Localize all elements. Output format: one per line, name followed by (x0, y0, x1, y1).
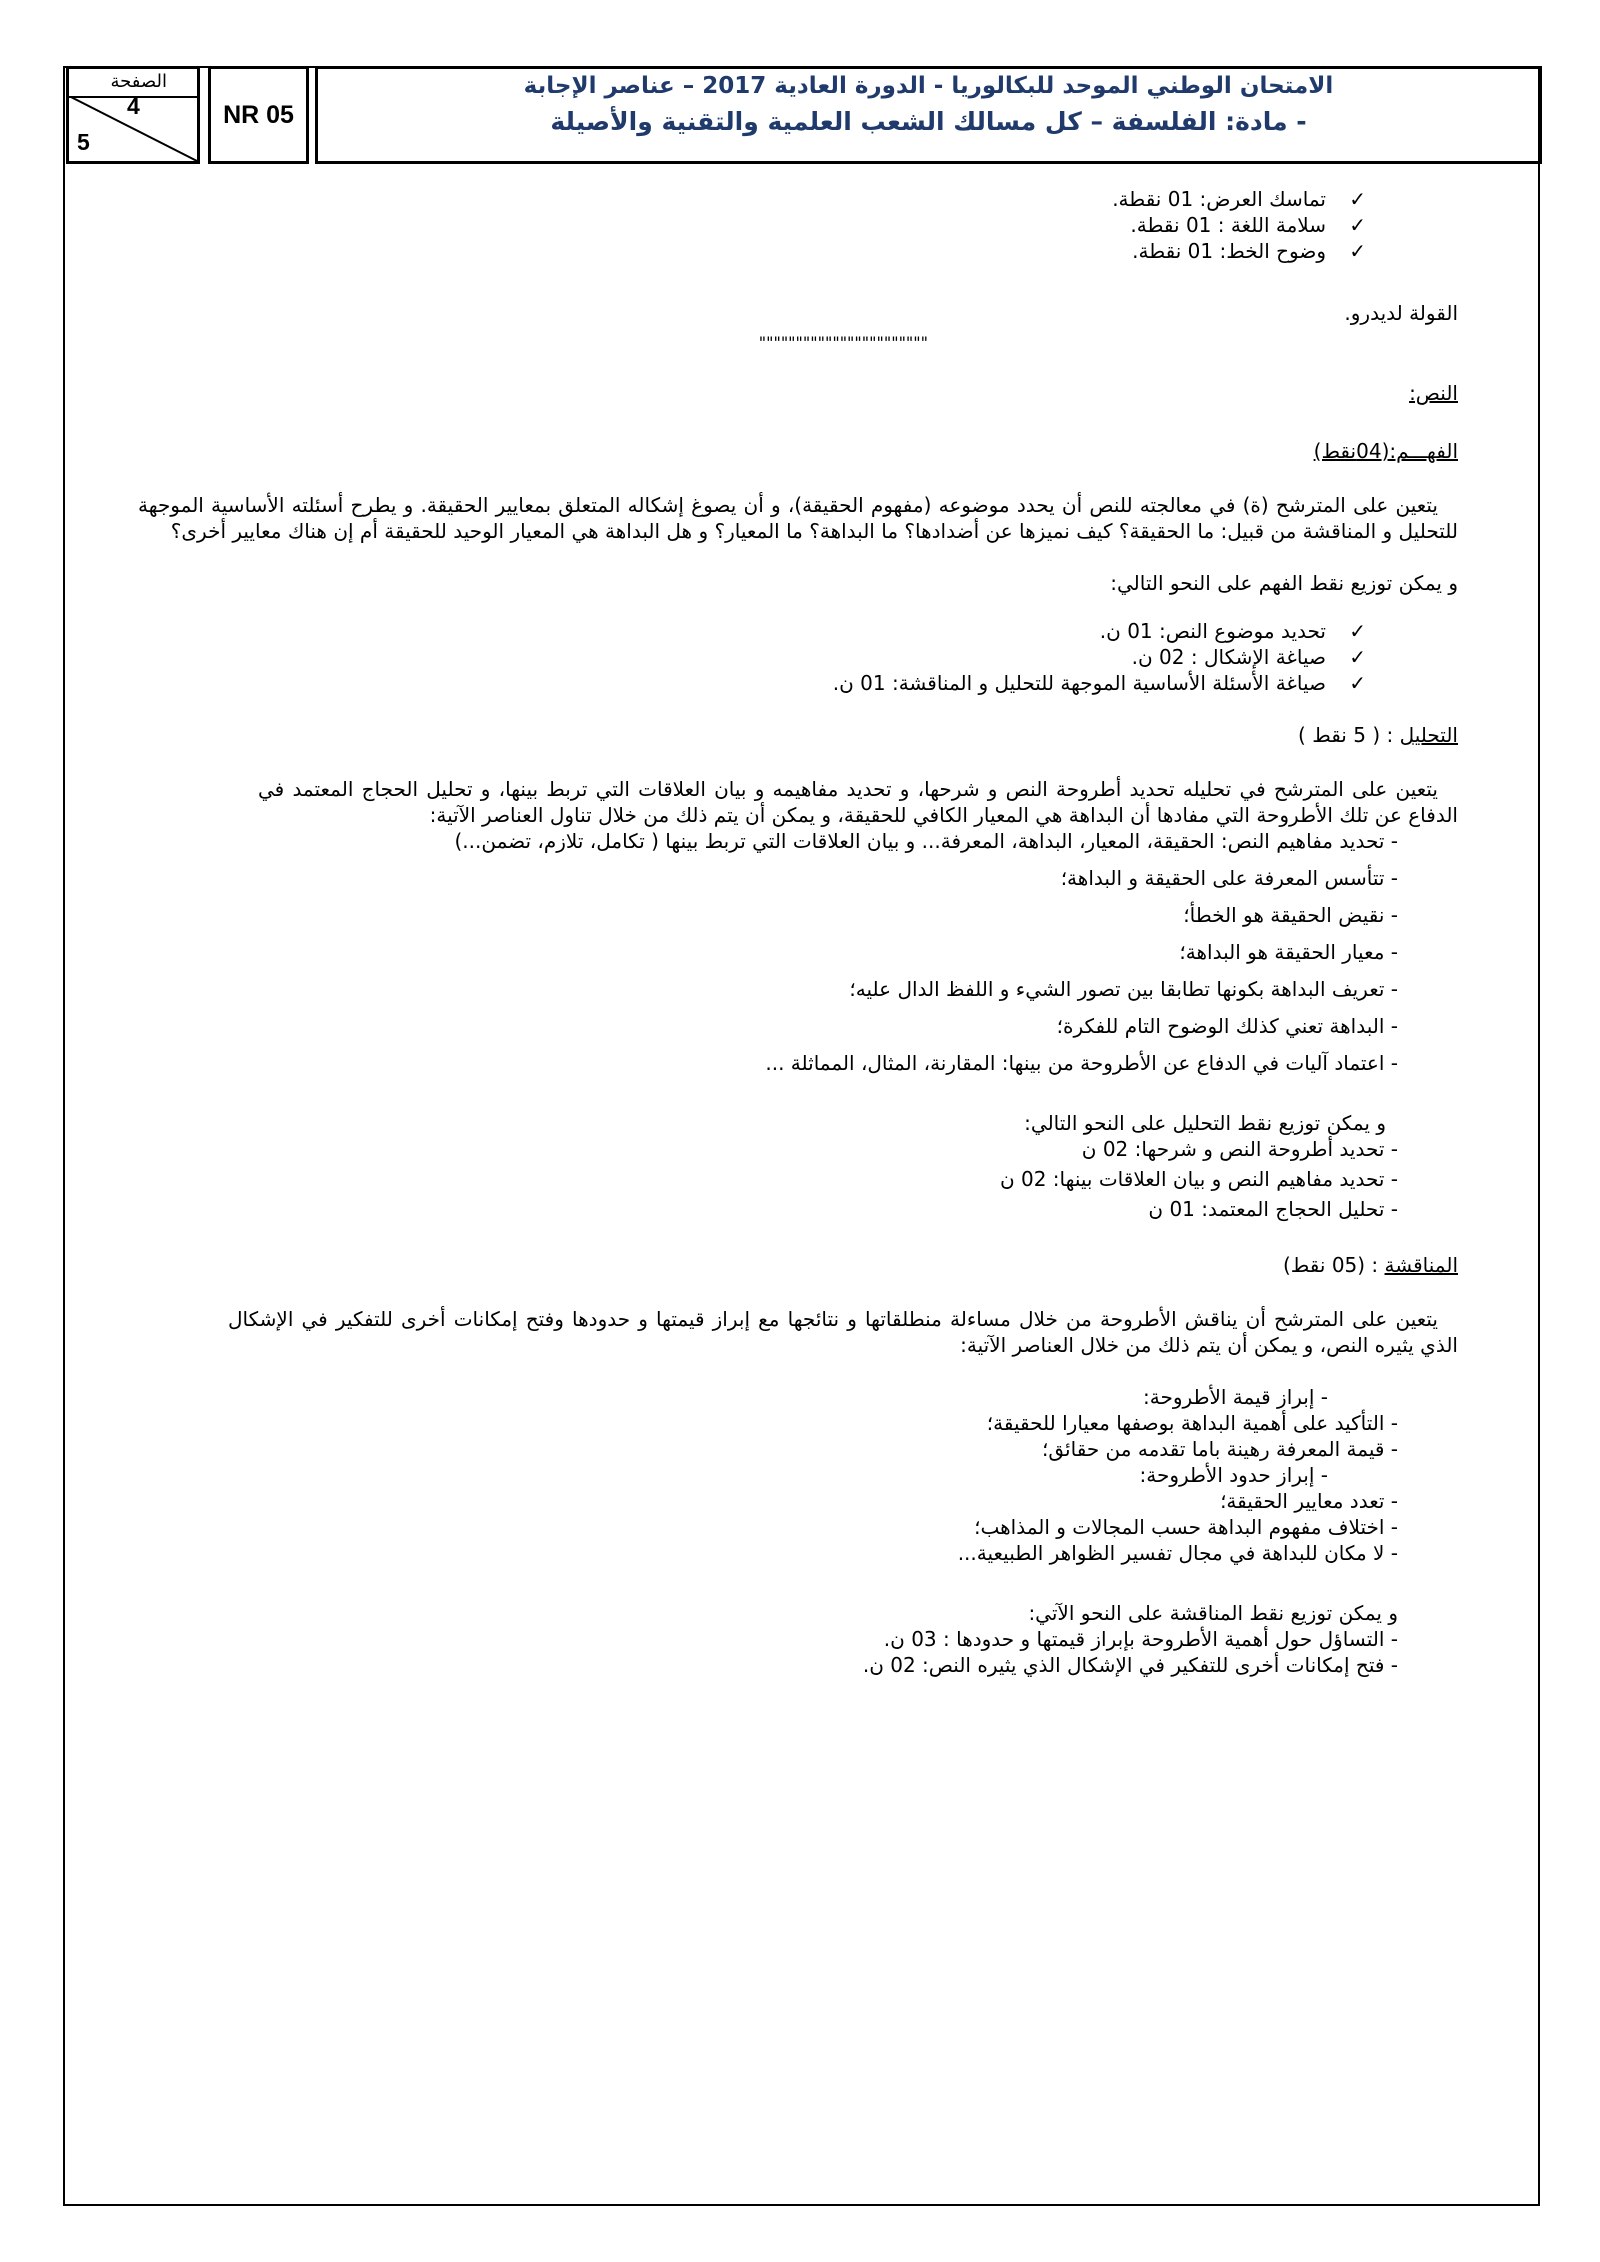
analysis-items (258, 828, 1398, 1076)
list-item: - تعدد معايير الحقيقة؛ (1220, 1489, 1398, 1513)
check-item: ✓ صياغة الأسئلة الأساسية الموجهة للتحليل و المناقشة: 01 ن. (832, 671, 1366, 695)
page-number-box (66, 66, 200, 164)
quote-attribution: القولة لديدرو. (1344, 301, 1458, 325)
list-item: - قيمة المعرفة رهينة باما تقدمه من حقائق؛ (1042, 1437, 1398, 1461)
discussion-heading: المناقشة : (05 نقط) (1282, 1253, 1458, 1277)
list-item: - تحديد مفاهيم النص و بيان العلاقات بينها: 02 ن (999, 1167, 1398, 1191)
analysis-block (258, 776, 1458, 1222)
list-item: - اختلاف مفهوم البداهة حسب المجالات و المذاهب؛ (974, 1515, 1398, 1539)
list-item: - التساؤل حول أهمية الأطروحة بإبراز قيمتها و حدودها : 03 ن. (883, 1627, 1398, 1651)
quote-marks: """"""""""""""""""""""" (758, 333, 928, 352)
discussion-limits-heading: - إبراز حدود الأطروحة: (1139, 1463, 1328, 1487)
check-item: ✓ تماسك العرض: 01 نقطة. (1112, 187, 1366, 211)
list-item: - فتح إمكانات أخرى للتفكير في الإشكال الذي يثيره النص: 02 ن. (862, 1653, 1398, 1677)
check-icon: ✓ (1349, 671, 1366, 695)
comprehension-paragraph: يتعين على المترشح (ة) في معالجته للنص أن يحدد موضوعه (مفهوم الحقيقة)، و أن يصوغ إشكاله المتعلق بمعايير الحقيقة. و يطرح أسئلته الأساسية الموجهة للتحليل و المناقشة من قبيل: ما الحقيقة؟ كيف نميزها عن أضدادها؟ ما البداهة؟ ما المعيار؟ و هل البداهة هي المعيار الوحيد للحقيقة أم إن هناك معايير أخرى؟ (138, 493, 1458, 543)
page-current: 4 (127, 93, 140, 119)
analysis-paragraph: يتعين على المترشح في تحليله تحديد أطروحة النص و شرحها، و تحديد مفاهيمه و بيان العلاقات التي تربط بينها، و تحليل الحجاج المعتمد في الدفاع عن تلك الأطروحة التي مفادها أن البداهة هي المعيار الكافي للحقيقة، و يمكن أن يتم ذلك من خلال تناول العناصر الآتية: (258, 777, 1458, 827)
discussion-value-heading: - إبراز قيمة الأطروحة: (1143, 1385, 1328, 1409)
comprehension-distribution-intro: و يمكن توزيع نقط الفهم على النحو التالي: (1110, 571, 1458, 595)
page-label: الصفحة (110, 71, 167, 92)
check-icon: ✓ (1349, 239, 1366, 263)
analysis-distribution-intro: و يمكن توزيع نقط التحليل على النحو التالي: (1024, 1111, 1386, 1135)
discussion-distribution (228, 1626, 1398, 1678)
top-checklist (138, 186, 1418, 264)
list-item: - اعتماد آليات في الدفاع عن الأطروحة من بينها: المقارنة، المثال، المماثلة ... (765, 1051, 1398, 1075)
check-item: ✓ وضوح الخط: 01 نقطة. (1132, 239, 1366, 263)
document-body (138, 186, 1458, 1678)
list-item: - معيار الحقيقة هو البداهة؛ (1179, 940, 1398, 964)
discussion-block (228, 1306, 1458, 1678)
exam-title-line2: - مادة: الفلسفة – كل مسالك الشعب العلمية والتقنية والأصيلة (550, 107, 1307, 136)
check-icon: ✓ (1349, 619, 1366, 643)
check-item: ✓ سلامة اللغة : 01 نقطة. (1130, 213, 1366, 237)
discussion-distribution-intro: و يمكن توزيع نقط المناقشة على النحو الآتي: (1028, 1601, 1398, 1625)
list-item: - تتأسس المعرفة على الحقيقة و البداهة؛ (1060, 866, 1398, 890)
exam-code: NR 05 (223, 100, 294, 129)
list-item: - تعريف البداهة بكونها تطابقا بين تصور الشيء و اللفظ الدال عليه؛ (849, 977, 1398, 1001)
exam-code-box (208, 66, 309, 164)
comprehension-heading: الفهـــم:(04نقط) (1313, 439, 1458, 463)
list-item: - لا مكان للبداهة في مجال تفسير الظواهر الطبيعية... (957, 1541, 1398, 1565)
check-item: ✓ صياغة الإشكال : 02 ن. (1131, 645, 1366, 669)
analysis-heading: التحليل : ( 5 نقط ) (1298, 723, 1458, 747)
exam-title-box (315, 66, 1542, 164)
comprehension-items (138, 618, 1418, 696)
check-icon: ✓ (1349, 213, 1366, 237)
list-item: - تحديد مفاهيم النص: الحقيقة، المعيار، البداهة، المعرفة... و بيان العلاقات التي تربط بينها ( تكامل، تلازم، تضمن...) (454, 829, 1398, 853)
list-item: - التأكيد على أهمية البداهة بوصفها معيارا للحقيقة؛ (986, 1411, 1398, 1435)
discussion-paragraph: يتعين على المترشح أن يناقش الأطروحة من خلال مساءلة منطلقاتها و نتائجها مع إبراز قيمتها و حدودها وفتح إمكانات أخرى للتفكير في الإشكال الذي يثيره النص، و يمكن أن يتم ذلك من خلال العناصر الآتية: (228, 1307, 1458, 1357)
analysis-distribution (258, 1136, 1398, 1222)
list-item: - تحديد أطروحة النص و شرحها: 02 ن (1081, 1137, 1398, 1161)
check-item: ✓ تحديد موضوع النص: 01 ن. (1099, 619, 1366, 643)
discussion-items (228, 1384, 1398, 1566)
exam-title-line1: الامتحان الوطني الموحد للبكالوريا - الدورة العادية 2017 – عناصر الإجابة (523, 73, 1334, 99)
list-item: - تحليل الحجاج المعتمد: 01 ن (1148, 1197, 1398, 1221)
list-item: - البداهة تعني كذلك الوضوح التام للفكرة؛ (1056, 1014, 1398, 1038)
text-heading: النص: (1409, 381, 1458, 405)
check-icon: ✓ (1349, 187, 1366, 211)
page-total: 5 (77, 129, 90, 155)
check-icon: ✓ (1349, 645, 1366, 669)
list-item: - نقيض الحقيقة هو الخطأ؛ (1183, 903, 1398, 927)
